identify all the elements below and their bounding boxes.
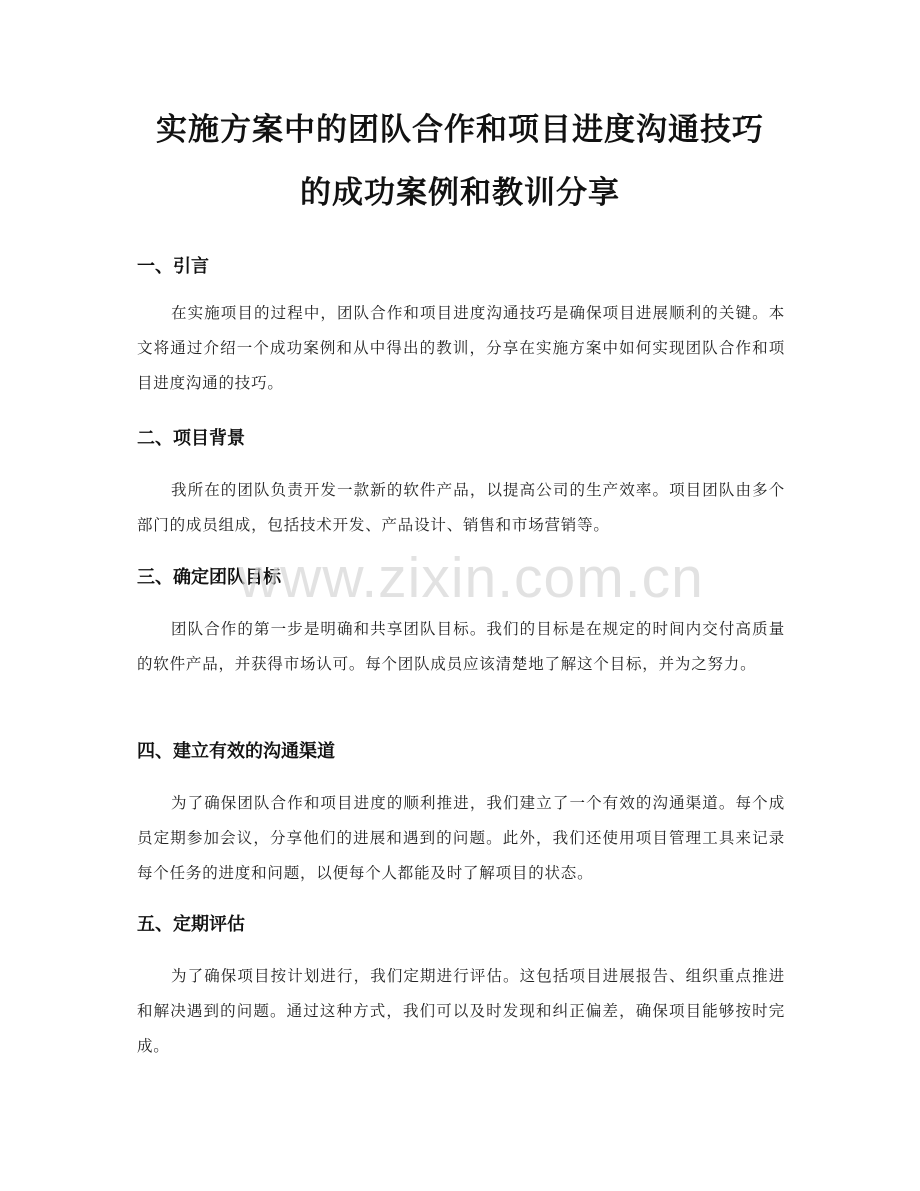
document-title-line-1: 实施方案中的团队合作和项目进度沟通技巧: [156, 112, 764, 148]
section-heading-background: 二、项目背景: [137, 428, 245, 449]
section-heading-evaluation: 五、定期评估: [137, 914, 245, 935]
section-body-intro: 在实施项目的过程中，团队合作和项目进度沟通技巧是确保项目进展顺利的关键。本文将通过介绍一个成功案例和从中得出的教训，分享在实施方案中如何实现团队合作和项目进度沟通的技巧。: [137, 304, 785, 392]
section-body-background: 我所在的团队负责开发一款新的软件产品，以提高公司的生产效率。项目团队由多个部门的成员组成，包括技术开发、产品设计、销售和市场营销等。: [137, 481, 785, 534]
section-heading-team-goal: 三、确定团队目标: [137, 567, 281, 588]
section-body-communication: 为了确保团队合作和项目进度的顺利推进，我们建立了一个有效的沟通渠道。每个成员定期参加会议，分享他们的进展和遇到的问题。此外，我们还使用项目管理工具来记录每个任务的进度和问题，以便每个人都能及时了解项目的状态。: [137, 794, 785, 882]
section-body-evaluation: 为了确保项目按计划进行，我们定期进行评估。这包括项目进展报告、组织重点推进和解决遇到的问题。通过这种方式，我们可以及时发现和纠正偏差，确保项目能够按时完成。: [137, 967, 785, 1055]
watermark-text: www.zixin.com.cn: [238, 546, 704, 610]
section-heading-communication: 四、建立有效的沟通渠道: [137, 741, 335, 762]
section-heading-intro: 一、引言: [137, 256, 209, 277]
section-body-team-goal: 团队合作的第一步是明确和共享团队目标。我们的目标是在规定的时间内交付高质量的软件产品，并获得市场认可。每个团队成员应该清楚地了解这个目标，并为之努力。: [137, 620, 785, 673]
document-title-line-2: 的成功案例和教训分享: [300, 175, 620, 211]
